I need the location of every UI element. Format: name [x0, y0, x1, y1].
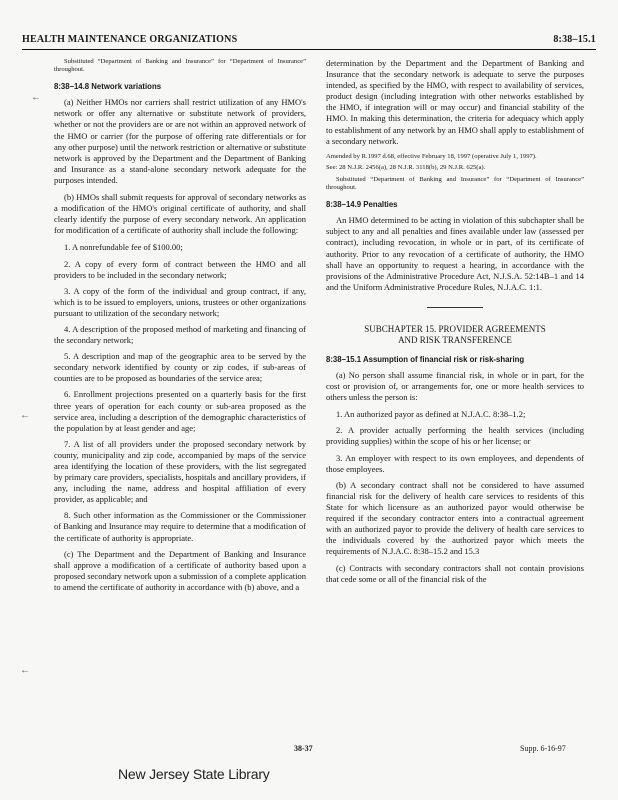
library-stamp: New Jersey State Library: [118, 766, 270, 782]
amendment-note: Amended by R.1997 d.68, effective February 18, 1997 (operative July 1, 1997).: [326, 152, 537, 160]
running-header: [22, 34, 596, 50]
paragraph-a: (a) No person shall assume financial risk, in whole or in part, for the cost or provision of, or arrangements for, one or more health services to others unless the person is:: [326, 369, 584, 403]
margin-arrow-mark: ←: [20, 665, 30, 676]
list-item: 7. A list of all providers under the proposed secondary network by county, municipality and zip code, accompanied by maps of the service area identifying the location of these providers, with the list segregated by primary care providers, specialists, hospitals and ancillary providers, if any, including the name, address and hospital affiliation of every provider, as applicable; and: [54, 438, 306, 505]
subchapter-title-line-1: SUBCHAPTER 15. PROVIDER AGREEMENTS: [364, 323, 546, 334]
header-title: HEALTH MAINTENANCE ORGANIZATIONS: [22, 34, 238, 45]
paragraph-b: (b) HMOs shall submit requests for approval of secondary networks as a modification of the HMO's original certificate of authority, and shall clearly identify the purpose of every secondary network. An application for modification of a certificate of authority shall include the following:: [54, 192, 306, 236]
list-item: 2. A copy of every form of contract between the HMO and all providers to be included in the secondary network;: [54, 258, 306, 280]
list-item: 3. An employer with respect to its own employees, and dependents of those employees.: [326, 452, 584, 474]
paragraph-continuation: determination by the Department and the Department of Banking and Insurance that the secondary network is adequate to serve the purposes intended, as specified by the HMO, with respect to availability of services, product design (including integration with other networks established by the HMO, if integration will or may occur) and financial stability of the HMO. In making this determination, the criteria for adequacy which apply to establishment of any network by an HMO shall apply to establishment of a secondary network.: [326, 58, 584, 146]
supplement-date: Supp. 6-16-97: [520, 744, 566, 753]
list-item: 8. Such other information as the Commissioner or the Commissioner of Banking and Insurance may require to determine that a modification of the certificate of authority is appropriate.: [54, 510, 306, 543]
section-divider: [427, 307, 483, 308]
list-item: 2. A provider actually performing the health services (including providing supplies) within the scope of his or her license; or: [326, 425, 584, 447]
list-item: 5. A description and map of the geographic area to be served by the secondary network identified by county or zip codes, if sub-areas of counties are to be proposed as boundaries of the service area;: [54, 351, 306, 384]
left-column: [54, 58, 306, 599]
citation-note: See: 28 N.J.R. 2456(a), 28 N.J.R. 3118(b), 29 N.J.R. 625(a).: [326, 164, 486, 172]
section-heading-15-1: 8:38–15.1 Assumption of financial risk or risk-sharing: [326, 354, 525, 364]
paragraph-c: (c) The Department and the Department of Banking and Insurance shall approve a modification of a certificate of authority based upon a proposed secondary network upon a submission of a complete application to amend the certificate of authority in accordance with (b) above, and a: [54, 548, 306, 592]
list-item: 1. A nonrefundable fee of $100.00;: [64, 242, 183, 253]
header-section-number: 8:38–15.1: [553, 34, 596, 45]
right-column: [326, 58, 584, 592]
list-item: 6. Enrollment projections presented on a quarterly basis for the first three years of operation for each county or sub-area proposed as the service area, including a description of the demographic characteristics of the population by at least gender and age;: [54, 389, 306, 433]
list-item: 1. An authorized payor as defined at N.J.A.C. 8:38–1.2;: [336, 409, 526, 420]
substitution-note: Substituted “Department of Banking and Insurance” for “Department of Insurance” throughout.: [326, 175, 584, 191]
list-item: 3. A copy of the form of the individual and group contract, if any, which is to be issued to employers, unions, trustees or other organizations pursuant to utilization of the secondary network;: [54, 285, 306, 318]
penalties-paragraph: An HMO determined to be acting in violation of this subchapter shall be subject to any and all penalties and fines available under law (assessed per contract), including revocation, in whole or in part, of its certificate of authority. Prior to any revocation of a certificate of authority, the HMO shall have an opportunity to request a hearing, in accordance with the provisions of the Administrative Procedure Act, N.J.S.A. 52:14B–1 and 14 and the Uniform Administrative Procedure Rules, N.J.A.C. 1:1.: [326, 215, 584, 292]
margin-arrow-mark: ←: [20, 410, 30, 421]
section-heading-14-8: 8:38–14.8 Network variations: [54, 82, 162, 92]
page-number: 38-37: [294, 744, 313, 753]
subchapter-title: [326, 324, 584, 346]
margin-arrow-mark: ←: [31, 92, 41, 103]
paragraph-c: (c) Contracts with secondary contractors shall not contain provisions that cede some or all of the financial risk of the: [326, 563, 584, 585]
section-heading-14-9: 8:38–14.9 Penalties: [326, 200, 398, 210]
list-item: 4. A description of the proposed method of marketing and financing of the secondary network;: [54, 323, 306, 346]
subchapter-title-line-2: AND RISK TRANSFERENCE: [398, 334, 512, 345]
paragraph-b: (b) A secondary contract shall not be considered to have assumed financial risk for the delivery of health care services to residents of this State for which licensure as an authorized payor would otherwise be required if the secondary contractor enters into a contractual agreement with an authorized payor to provide the delivery of health care services to the individuals covered by the authorized payor which meets the requirements of N.J.A.C. 8:38–15.2 and 15.3: [326, 479, 584, 557]
amendment-note: Substituted “Department of Banking and Insurance” for “Department of Insurance” throughout.: [54, 58, 306, 73]
paragraph-a: (a) Neither HMOs nor carriers shall restrict utilization of any HMO's network or offer any alternative or substitute network of providers, whether or not the providers are or are not within an approved network of the HMO or carrier (for the purpose of offering rate differentials or for any other purpose) until the network restriction or alternative or substitute network is approved by the Department and the Department of Banking and Insurance as a stand-alone secondary network adequate for the purposes intended.: [54, 97, 306, 185]
